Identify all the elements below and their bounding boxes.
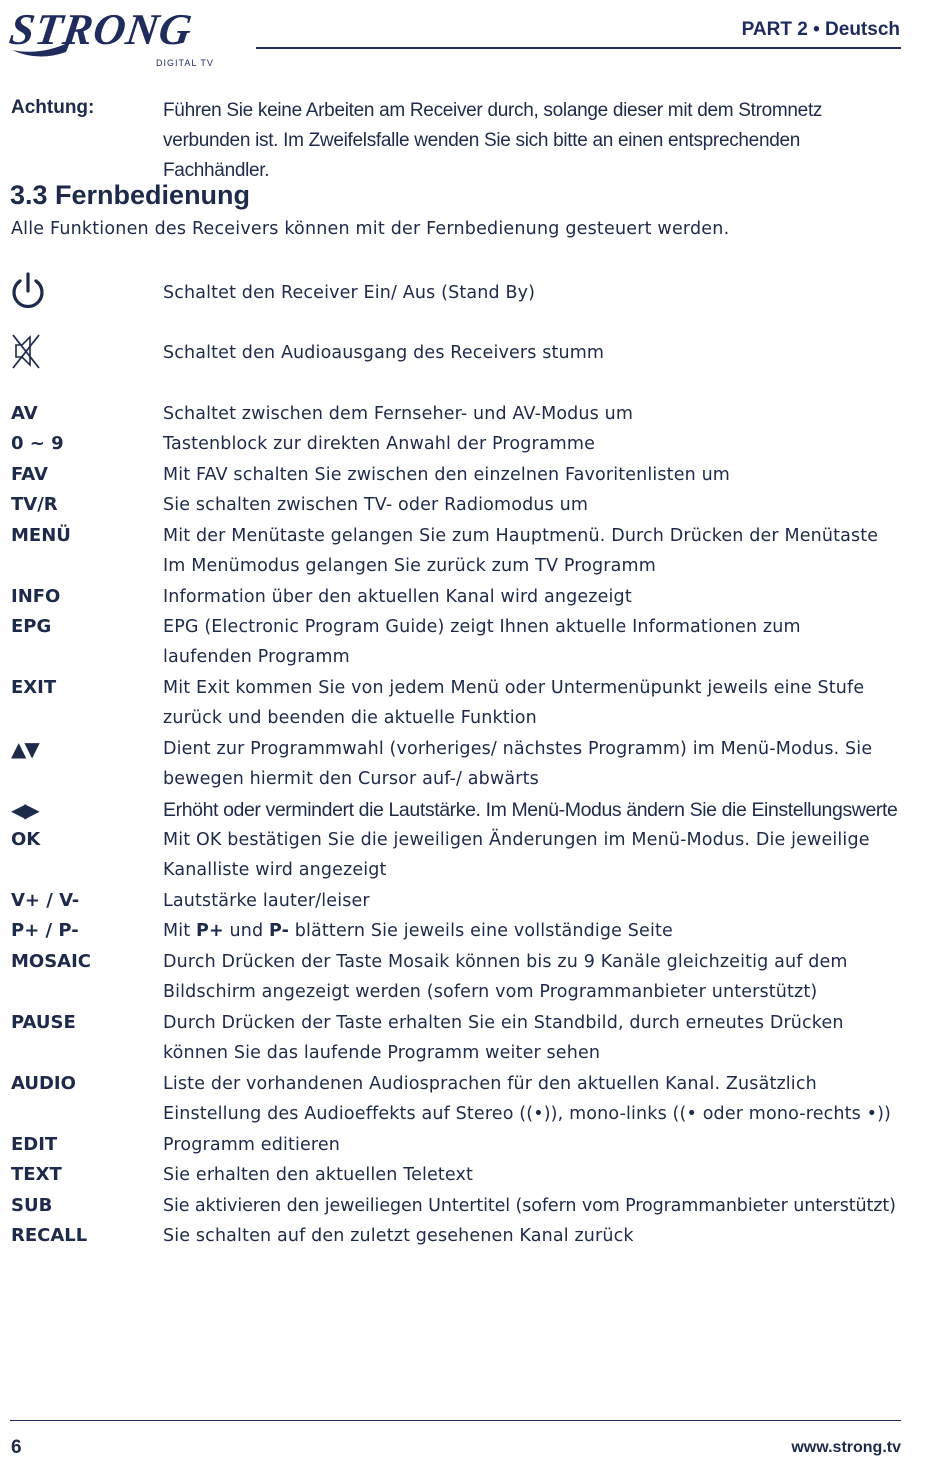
- key-epg: EPG: [11, 616, 52, 637]
- key-fav: FAV: [11, 464, 48, 485]
- header-part-label: PART 2 • Deutsch: [741, 19, 900, 40]
- key-menu-desc: Mit der Menütaste gelangen Sie zum Hauptmenü. Durch Drücken der Menütaste Im Menümodus gelangen Sie zurück zum TV Programm: [163, 526, 879, 577]
- key-numbers-desc: Tastenblock zur direkten Anwahl der Programme: [163, 434, 595, 454]
- key-fav-desc: Mit FAV schalten Sie zwischen den einzelnen Favoritenlisten um: [163, 465, 731, 485]
- strong-logo: [6, 5, 222, 68]
- key-av: AV: [11, 403, 38, 424]
- key-page-desc-plus: P+: [196, 921, 224, 941]
- header-divider: [256, 47, 901, 49]
- key-av-desc: Schaltet zwischen dem Fernseher- und AV-Modus um: [163, 404, 634, 424]
- logo-subtitle: DIGITAL TV: [156, 58, 214, 68]
- key-page-desc-pre: Mit: [163, 921, 196, 941]
- key-epg-desc: EPG (Electronic Program Guide) zeigt Ihnen aktuelle Informationen zum laufenden Programm: [163, 617, 801, 668]
- footer-divider: [10, 1420, 901, 1421]
- key-page-desc-minus: P-: [268, 921, 290, 941]
- power-icon: [10, 272, 46, 312]
- key-exit: EXIT: [11, 677, 57, 698]
- key-exit-desc: Mit Exit kommen Sie von jedem Menü oder Untermenüpunkt jeweils eine Stufe zurück und beenden die aktuelle Funktion: [163, 678, 865, 729]
- key-menu: MENÜ: [11, 525, 71, 546]
- mute-icon: [10, 331, 42, 371]
- key-numbers: 0 ~ 9: [11, 433, 64, 454]
- key-page-desc-post: blättern Sie jeweils eine vollständige Seite: [289, 921, 673, 941]
- warning-label: Achtung:: [11, 97, 95, 118]
- mute-description: Schaltet den Audioausgang des Receivers stumm: [163, 343, 605, 363]
- key-recall: RECALL: [11, 1225, 88, 1246]
- key-audio-desc: Liste der vorhandenen Audiosprachen für den aktuellen Kanal. Zusätzlich Einstellung des Audioeffekts auf Stereo ((•)), mono-links ((• oder mono-rechts •)): [163, 1074, 892, 1125]
- key-edit-desc: Programm editieren: [163, 1135, 341, 1155]
- key-up-down-desc: Dient zur Programmwahl (vorheriges/ nächstes Programm) im Menü-Modus. Sie bewegen hiermit den Cursor auf-/ abwärts: [163, 739, 873, 790]
- key-sub: SUB: [11, 1195, 53, 1216]
- key-left-right-desc: Erhöht oder vermindert die Lautstärke. Im Menü-Modus ändern Sie die Einstellungswerte: [163, 799, 898, 821]
- key-up-down: ▲▼: [11, 737, 38, 761]
- key-tvr: TV/R: [11, 494, 58, 515]
- key-mosaic: MOSAIC: [11, 951, 92, 972]
- page-number: 6: [11, 1437, 22, 1458]
- key-tvr-desc: Sie schalten zwischen TV- oder Radiomodus um: [163, 495, 589, 515]
- website-link[interactable]: www.strong.tv: [791, 1439, 901, 1456]
- warning-text: Führen Sie keine Arbeiten am Receiver durch, solange dieser mit dem Stromnetz verbunden ist. Im Zweifelsfalle wenden Sie sich bitte an einen entsprechenden Fachhändler.: [163, 100, 823, 181]
- section-intro: Alle Funktionen des Receivers können mit der Fernbedienung gesteuert werden.: [11, 219, 730, 239]
- key-sub-desc: Sie aktivieren den jeweiliegen Untertitel (sofern vom Programmanbieter unterstützt): [163, 1196, 896, 1216]
- key-edit: EDIT: [11, 1134, 58, 1155]
- key-text: TEXT: [11, 1164, 62, 1185]
- key-recall-desc: Sie schalten auf den zuletzt gesehenen Kanal zurück: [163, 1226, 634, 1246]
- key-volume: V+ / V-: [11, 890, 80, 911]
- key-audio: AUDIO: [11, 1073, 76, 1094]
- key-ok: OK: [11, 829, 41, 850]
- logo-wordmark: STRONG: [6, 5, 196, 54]
- key-pause: PAUSE: [11, 1012, 76, 1033]
- key-page-desc: [163, 916, 923, 946]
- key-volume-desc: Lautstärke lauter/leiser: [163, 891, 370, 911]
- power-description: Schaltet den Receiver Ein/ Aus (Stand By): [163, 283, 536, 303]
- key-info: INFO: [11, 586, 61, 607]
- key-ok-desc: Mit OK bestätigen Sie die jeweiligen Änderungen im Menü-Modus. Die jeweilige Kanalliste wird angezeigt: [163, 830, 870, 881]
- key-mosaic-desc: Durch Drücken der Taste Mosaik können bis zu 9 Kanäle gleichzeitig auf dem Bildschirm angezeigt werden (sofern vom Programmanbieter unterstützt): [163, 952, 848, 1003]
- key-info-desc: Information über den aktuellen Kanal wird angezeigt: [163, 587, 632, 607]
- key-page-desc-mid: und: [223, 921, 269, 941]
- key-text-desc: Sie erhalten den aktuellen Teletext: [163, 1165, 474, 1185]
- section-title: 3.3 Fernbedienung: [10, 180, 251, 210]
- key-page: P+ / P-: [11, 920, 79, 941]
- key-left-right: ◀▶: [11, 798, 38, 822]
- key-pause-desc: Durch Drücken der Taste erhalten Sie ein Standbild, durch erneutes Drücken können Sie das laufende Programm weiter sehen: [163, 1013, 844, 1064]
